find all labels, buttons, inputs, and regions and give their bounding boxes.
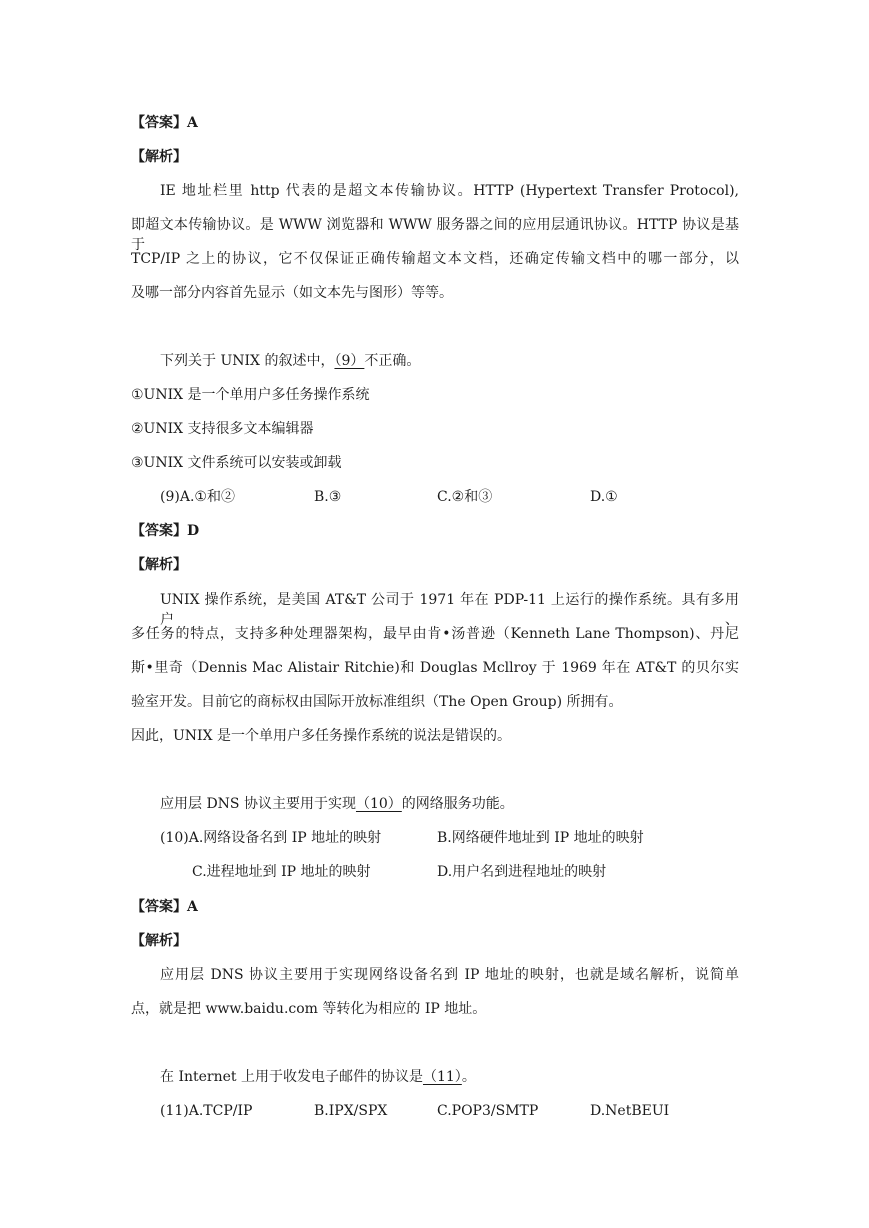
analysis-label: 【解析】 (131, 149, 187, 165)
analysis-line: 即超文本传输协议。是 WWW 浏览器和 WWW 服务器之间的应用层通讯协议。HTTP 协议是基于 (131, 217, 739, 253)
option-a: (11)A.TCP/IP (160, 1103, 253, 1119)
question-blank: （9） (334, 353, 365, 369)
analysis-line: 应用层 DNS 协议主要用于实现网络设备名到 IP 地址的映射，也就是域名解析，说简单 (160, 967, 739, 983)
stem-text: 应用层 DNS 协议主要用于实现 (160, 796, 356, 812)
answer-label: 【答案】A (131, 115, 198, 131)
stem-text: 在 Internet 上用于收发电子邮件的协议是 (160, 1069, 423, 1085)
option-b: B.③ (314, 489, 342, 505)
analysis-line: UNIX 操作系统，是美国 AT&T 公司于 1971 年在 PDP-11 上运行的操作系统。具有多用户、 (160, 592, 739, 628)
analysis-label: 【解析】 (131, 557, 187, 573)
option-b: B.IPX/SPX (314, 1103, 388, 1119)
analysis-line: 斯•里奇（Dennis Mac Alistair Ritchie)和 Douglas Mcllroy 于 1969 年在 AT&T 的贝尔实 (131, 660, 739, 676)
question-11-stem (160, 1067, 476, 1087)
question-9-stem (160, 351, 420, 371)
question-blank: （11） (422, 1069, 462, 1085)
option-b: B.网络硬件地址到 IP 地址的映射 (437, 830, 644, 846)
question-blank: （10） (355, 796, 402, 812)
analysis-line: IE 地址栏里 http 代表的是超文本传输协议。HTTP (Hypertext Transfer Protocol), (160, 183, 739, 199)
statement-item: ①UNIX 是一个单用户多任务操作系统 (131, 387, 370, 403)
option-a: (10)A.网络设备名到 IP 地址的映射 (160, 830, 382, 846)
stem-text: 的网络服务功能。 (401, 796, 514, 812)
analysis-line: 及哪一部分内容首先显示（如文本先与图形）等等。 (131, 285, 453, 301)
analysis-label: 【解析】 (131, 933, 187, 949)
option-a: (9)A.①和② (160, 489, 235, 505)
statement-item: ②UNIX 支持很多文本编辑器 (131, 421, 314, 437)
statement-item: ③UNIX 文件系统可以安装或卸载 (131, 455, 342, 471)
option-c: C.POP3/SMTP (437, 1103, 539, 1119)
option-d: D.用户名到进程地址的映射 (437, 864, 607, 880)
analysis-line: 点，就是把 www.baidu.com 等转化为相应的 IP 地址。 (131, 1001, 487, 1017)
question-10-stem (160, 794, 514, 814)
analysis-line: 因此，UNIX 是一个单用户多任务操作系统的说法是错误的。 (131, 728, 511, 744)
analysis-line: 多任务的特点，支持多种处理器架构，最早由肯•汤普逊（Kenneth Lane Thompson)、丹尼 (131, 626, 739, 642)
analysis-line: TCP/IP 之上的协议，它不仅保证正确传输超文本文档，还确定传输文档中的哪一部分，以 (131, 251, 739, 267)
stem-text: 不正确。 (364, 353, 421, 369)
option-d: D.① (590, 489, 618, 505)
answer-label: 【答案】D (131, 523, 200, 539)
option-c: C.②和③ (437, 489, 493, 505)
answer-label: 【答案】A (131, 899, 198, 915)
stem-text: 。 (461, 1069, 476, 1085)
stem-text: 下列关于 UNIX 的叙述中， (160, 353, 335, 369)
option-d: D.NetBEUI (590, 1103, 670, 1119)
option-c: C.进程地址到 IP 地址的映射 (192, 864, 371, 880)
analysis-line: 验室开发。目前它的商标权由国际开放标准组织（The Open Group) 所拥有。 (131, 694, 623, 710)
